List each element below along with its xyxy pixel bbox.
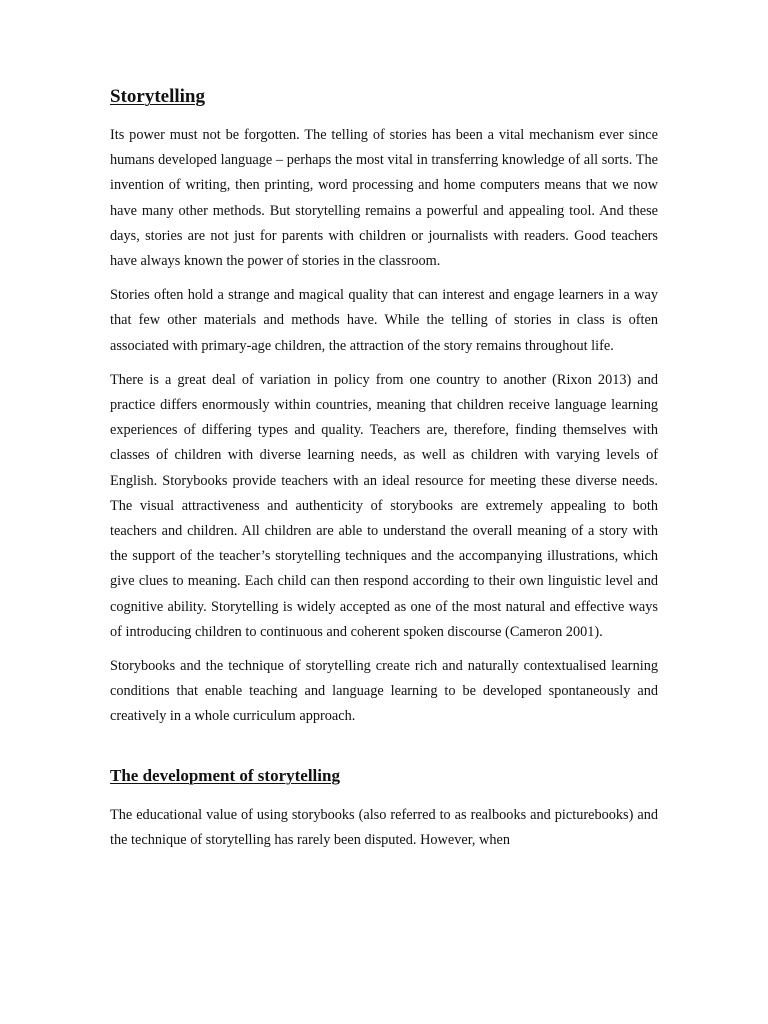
- paragraph-policy-variation: There is a great deal of variation in policy from one country to another (Rixon 2013) and practice differs enormously within countries, meaning that children receive language learning experiences of differing types and quality. Teachers are, therefore, finding themselves with classes of children with diverse learning needs, as well as children with varying levels of English. Storybooks provide teachers with an ideal resource for meeting these diverse needs. The visual attractiveness and authenticity of storybooks are extremely appealing to both teachers and children. All children are able to understand the overall meaning of a story with the support of the teacher’s storytelling techniques and the accompanying illustrations, which give clues to meaning. Each child can then respond according to their own linguistic level and cognitive ability. Storytelling is widely accepted as one of the most natural and effective ways of introducing children to continuous and coherent spoken discourse (Cameron 2001).: [110, 371, 658, 640]
- paragraph-intro: Its power must not be forgotten. The telling of stories has been a vital mechanism ever since humans developed language – perhaps the most vital in transferring knowledge of all sorts. The invention of writing, then printing, word processing and home computers means that we now have many other methods. But storytelling remains a powerful and appealing tool. And these days, stories are not just for parents with children or journalists with readers. Good teachers have always known the power of stories in the classroom.: [110, 127, 658, 270]
- section-heading-storytelling: Storytelling: [110, 86, 205, 107]
- paragraph-educational-value: The educational value of using storybooks (also referred to as realbooks and picturebooks) and the technique of storytelling has rarely been disputed. However, when: [110, 806, 658, 848]
- paragraph-storybooks-technique: Storybooks and the technique of storytelling create rich and naturally contextualised learning conditions that enable teaching and language learning to be developed spontaneously and creatively in a whole curriculum approach.: [110, 658, 658, 725]
- document-body: [110, 84, 658, 862]
- section-heading-development: The development of storytelling: [110, 765, 340, 785]
- paragraph-magical-quality: Stories often hold a strange and magical quality that can interest and engage learners in a way that few other materials and methods have. While the telling of stories in class is often associated with primary-age children, the attraction of the story remains throughout life.: [110, 287, 658, 354]
